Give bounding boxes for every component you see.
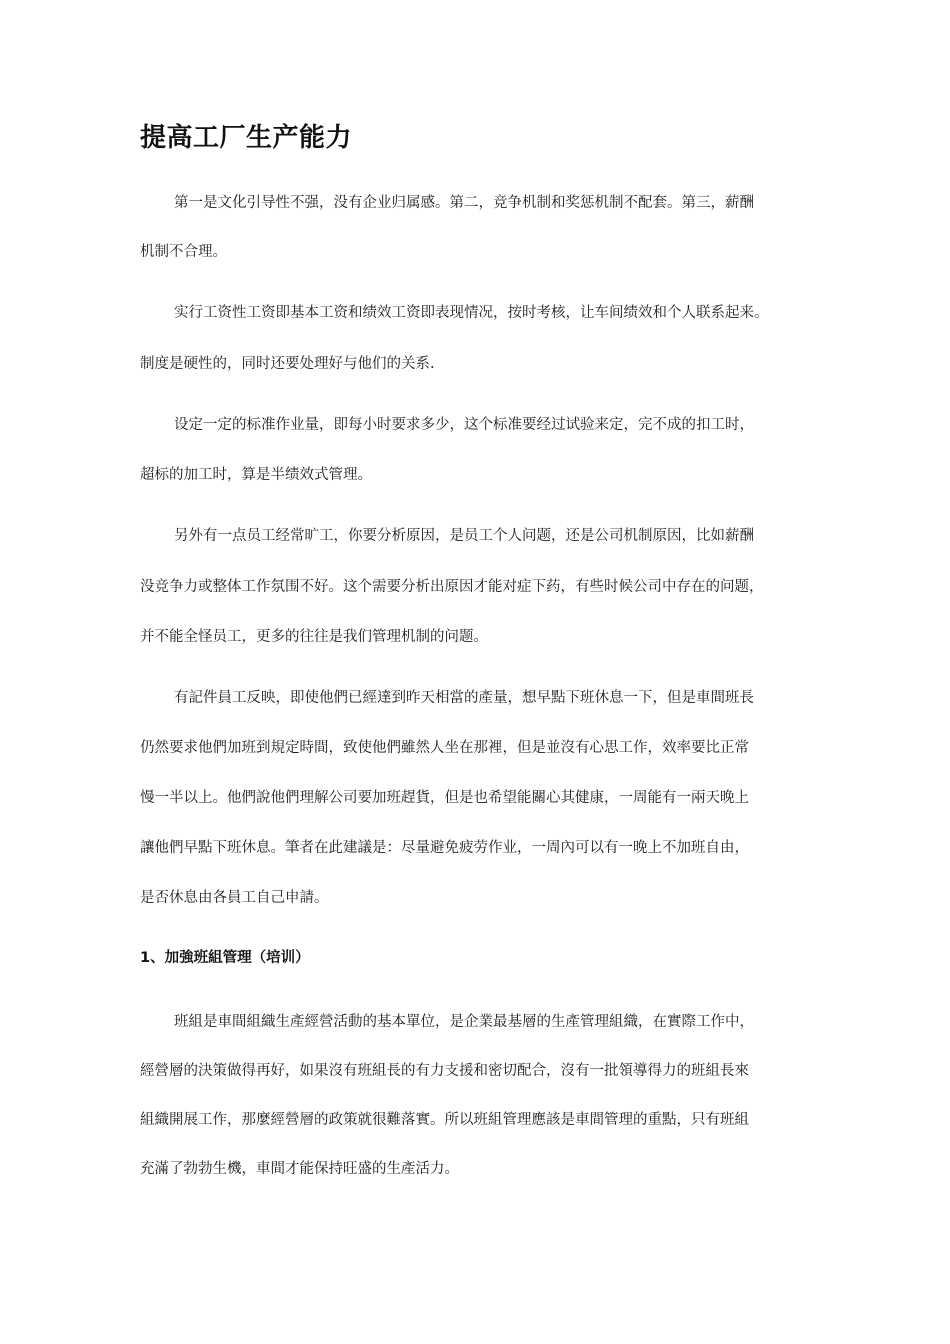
paragraph-line: 充滿了勃勃生機，車間才能保持旺盛的生產活力。 bbox=[140, 1161, 459, 1177]
section-heading: 1、加強班組管理（培训） bbox=[140, 950, 310, 966]
paragraph-line: 第一是文化引导性不强，没有企业归属感。第二，竞争机制和奖惩机制不配套。第三，薪酬 bbox=[174, 195, 754, 211]
paragraph-line: 超标的加工时，算是半绩效式管理。 bbox=[140, 467, 372, 483]
paragraph-line: 没竞争力或整体工作氛围不好。这个需要分析出原因才能对症下药，有些时候公司中存在的问题， bbox=[140, 579, 764, 595]
paragraph-line: 机制不合理。 bbox=[140, 244, 227, 260]
paragraph-line: 设定一定的标准作业量，即每小时要求多少，这个标准要经过试验来定，完不成的扣工时， bbox=[174, 417, 754, 433]
paragraph-line: 是否休息由各員工自己申請。 bbox=[140, 890, 329, 906]
page-title: 提高工厂生产能力 bbox=[140, 123, 353, 153]
paragraph-line: 讓他們早點下班休息。筆者在此建議是：尽量避免疲劳作业，一周內可以有一晚上不加班自由， bbox=[140, 840, 749, 856]
paragraph-line: 仍然要求他們加班到規定時間，致使他們雖然人坐在那裡，但是並沒有心思工作，效率要比正常 bbox=[140, 740, 749, 756]
paragraph-line: 有記件員工反映，即使他們已經達到昨天相當的產量，想早點下班休息一下，但是車間班長 bbox=[174, 690, 754, 706]
paragraph-line: 組織開展工作，那麼經營層的政策就很難落實。所以班組管理應該是車間管理的重點，只有班組 bbox=[140, 1112, 749, 1128]
paragraph-line: 慢一半以上。他們說他們理解公司要加班趕貨，但是也希望能關心其健康，一周能有一兩天晚上 bbox=[140, 790, 749, 806]
paragraph-line: 实行工资性工资即基本工资和绩效工资即表现情况，按时考核，让车间绩效和个人联系起来。 bbox=[174, 305, 769, 321]
paragraph-line: 另外有一点员工经常旷工，你要分析原因，是员工个人问题，还是公司机制原因，比如薪酬 bbox=[174, 528, 754, 544]
paragraph-line: 經營層的決策做得再好，如果沒有班組長的有力支援和密切配合，沒有一批領導得力的班組長來 bbox=[140, 1063, 749, 1079]
paragraph-line: 制度是硬性的，同时还要处理好与他们的关系. bbox=[140, 356, 435, 372]
paragraph-line: 班組是車間組織生產經營活動的基本單位，是企業最基層的生產管理組織，在實際工作中， bbox=[174, 1014, 754, 1030]
paragraph-line: 并不能全怪员工，更多的往往是我们管理机制的问题。 bbox=[140, 629, 488, 645]
